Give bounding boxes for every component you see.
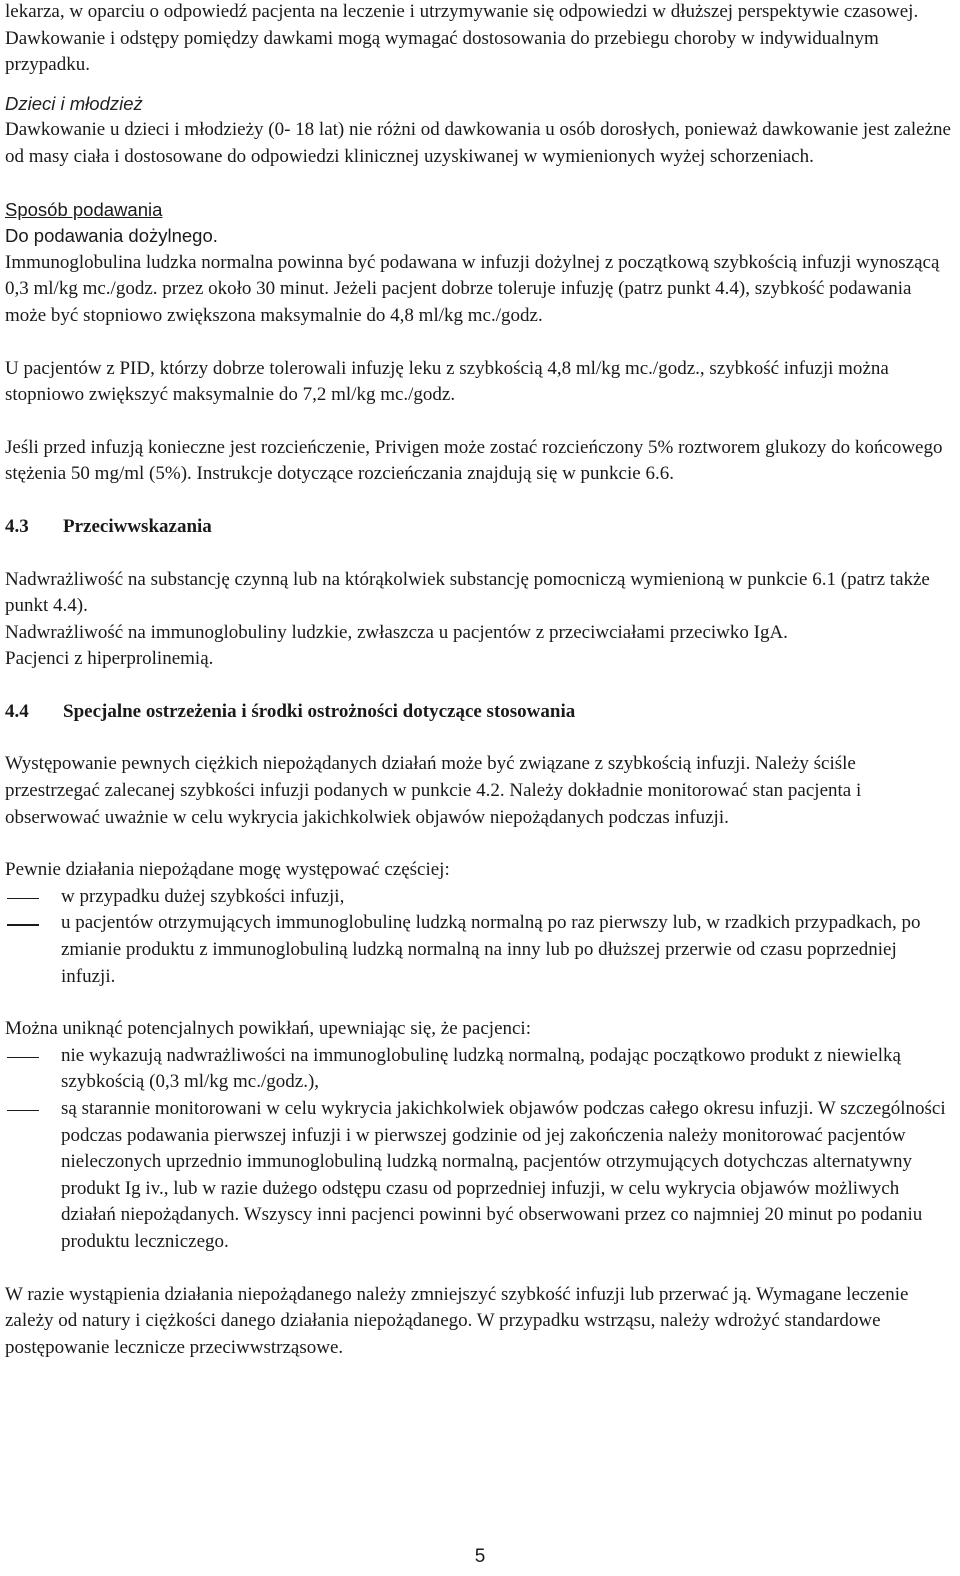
closing-paragraph: W razie wystąpienia działania niepożądanego należy zmniejszyć szybkość infuzji lub przerwać ją. Wymagane leczenie zależy od natury i ciężkości danego działania niepożądanego. W przypadku wstrząsu, należy wdrożyć standardowe postępowanie lecznicze przeciwwstrząsowe. [5,1283,909,1358]
list2-intro: Można uniknąć potencjalnych powikłań, upewniając się, że pacjenci: [5,1018,531,1040]
list-item [5,1096,955,1256]
children-paragraph: Dawkowanie u dzieci i młodzieży (0- 18 lat) nie różni od dawkowania u osób dorosłych, ponieważ dawkowanie jest zależne od masy ciała i dostosowane do odpowiedzi klinicznej uzyskiwanej w wymienionych wyżej schorzeniach. [5,119,951,167]
section-number: 4.3 [5,515,29,537]
list1-intro: Pewnie działania niepożądane mogę występować częściej: [5,859,450,881]
children-heading: Dzieci i młodzież [5,92,143,114]
dash-bullet-icon [5,884,61,911]
administration-route: Do podawania dożylnego. [5,225,218,247]
section-4-4-heading [5,699,955,726]
list-item-text: nie wykazują nadwrażliwości na immunoglobulinę ludzką normalną, podając początkowo produkt z niewielką szybkością (0,3 ml/kg mc./godz.), [61,1044,901,1093]
list2 [5,1043,955,1256]
dash-bullet-icon [5,1043,61,1096]
list-item [5,910,955,990]
section-number: 4.4 [5,700,29,722]
administration-heading: Sposób podawania [5,198,163,220]
warnings-paragraph: Występowanie pewnych ciężkich niepożądanych działań może być związane z szybkością infuzji. Należy ściśle przestrzegać zalecanej szybkości infuzji podanych w punkcie 4.2. Należy dokładnie monitorować stan pacjenta i obserwować uważnie w celu wykrycia jakichkolwiek objawów niepożądanych podczas infuzji. [5,753,862,828]
document-page [5,0,955,1361]
section-title: Przeciwwskazania [63,515,212,537]
administration-paragraph: Immunoglobulina ludzka normalna powinna być podawana w infuzji dożylnej z początkową szybkością infuzji wynoszącą 0,3 ml/kg mc./godz. przez około 30 minut. Jeżeli pacjent dobrze toleruje infuzję (patrz punkt 4.4), szybkość podawania może być stopniowo zwiększona maksymalnie do 4,8 ml/kg mc./godz. [5,251,940,326]
list-item [5,1043,955,1096]
section-4-3-heading [5,514,955,541]
list-item-text: u pacjentów otrzymujących immunoglobulinę ludzką normalną po raz pierwszy lub, w rzadkich przypadkach, po zmianie produktu z immunoglobuliną ludzką normalną na inny lub po dłuższej przerwie od czasu poprzedniej infuzji. [61,912,921,987]
dash-bullet-icon [5,910,61,990]
intro-paragraph: lekarza, w oparciu o odpowiedź pacjenta na leczenie i utrzymywanie się odpowiedzi w dłuższej perspektywie czasowej. Dawkowanie i odstępy pomiędzy dawkami mogą wymagać dostosowania do przebiegu choroby w indywidualnym przypadku. [5,1,919,76]
list-item [5,884,955,911]
list-item-text: są starannie monitorowani w celu wykrycia jakichkolwiek objawów podczas całego okresu infuzji. W szczególności podczas podawania pierwszej infuzji i w pierwszej godzinie od jej zakończenia należy monitorować pacjentów nieleczonych uprzednio immunoglobuliną ludzką normalną, pacjentów otrzymujących dotychczas alternatywny produkt Ig iv., lub w razie dużego odstępu czasu od poprzedniej infuzji, w celu wykrycia objawów możliwych działań niepożądanych. Wszyscy inni pacjenci powinni być obserwowani przez co najmniej 20 minut po podaniu produktu leczniczego. [61,1098,946,1252]
dash-bullet-icon [5,1096,61,1256]
list-item-text: w przypadku dużej szybkości infuzji, [61,885,345,907]
pid-paragraph: U pacjentów z PID, którzy dobrze tolerowali infuzję leku z szybkością 4,8 ml/kg mc./godz., szybkość infuzji można stopniowo zwiększyć maksymalnie do 7,2 ml/kg mc./godz. [5,357,889,406]
dilution-paragraph: Jeśli przed infuzją konieczne jest rozcieńczenie, Privigen może zostać rozcieńczony 5% roztworem glukozy do końcowego stężenia 50 mg/ml (5%). Instrukcje dotyczące rozcieńczania znajdują się w punkcie 6.6. [5,436,943,485]
contraindication-paragraph-3: Pacjenci z hiperprolinemią. [5,648,214,670]
page-number: 5 [474,1546,486,1567]
contraindication-paragraph-1: Nadwrażliwość na substancję czynną lub na którąkolwiek substancję pomocniczą wymienioną w punkcie 6.1 (patrz także punkt 4.4). [5,568,930,617]
section-title: Specjalne ostrzeżenia i środki ostrożności dotyczące stosowania [63,700,576,722]
contraindication-paragraph-2: Nadwrażliwość na immunoglobuliny ludzkie, zwłaszcza u pacjentów z przeciwciałami przeciwko IgA. [5,621,788,643]
list1 [5,884,955,990]
